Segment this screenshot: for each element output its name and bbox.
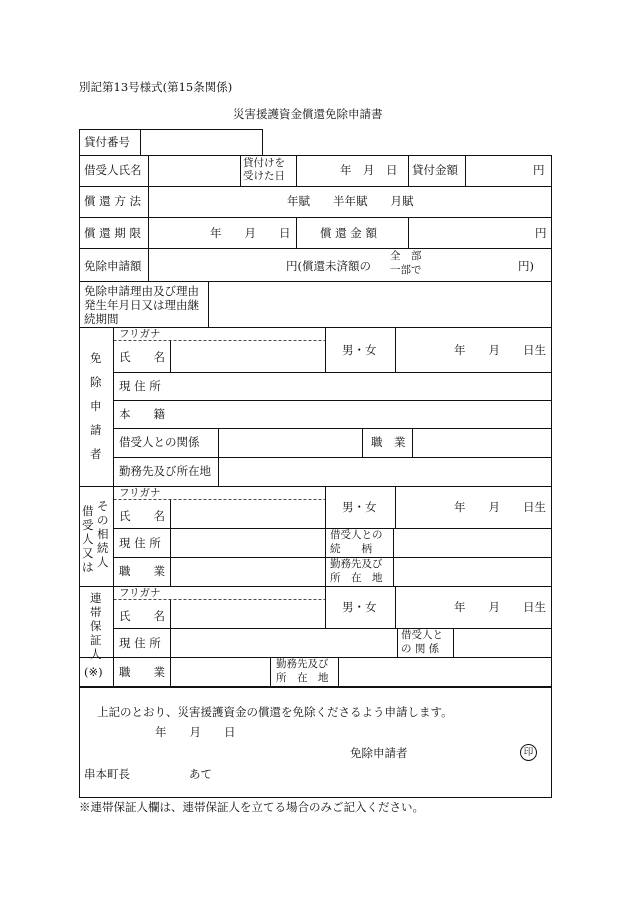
period-label: 償 還 期 限 bbox=[84, 226, 141, 240]
ate-label: あて bbox=[189, 767, 212, 781]
repay-amount-yen: 円 bbox=[535, 226, 547, 240]
guarantor-v-1: 連 bbox=[90, 591, 102, 605]
heir-v2-3: 人 bbox=[82, 532, 94, 546]
method-options: 年賦 半年賦 月賦 bbox=[287, 194, 414, 208]
guarantor-occupation-label: 職 業 bbox=[119, 665, 165, 679]
method-label: 償 還 方 法 bbox=[84, 194, 141, 208]
applicant-domicile-label: 本 籍 bbox=[119, 407, 165, 421]
applicant-name-label: 氏 名 bbox=[119, 350, 165, 364]
form-title: 災害援護資金償還免除申請書 bbox=[233, 107, 383, 121]
applicant-v-1: 免 bbox=[90, 351, 102, 365]
applicant-birth: 年 月 日生 bbox=[454, 343, 546, 357]
applicant-workplace-field[interactable] bbox=[219, 458, 551, 486]
exemption-all: 全 部 bbox=[390, 250, 422, 262]
heir-occupation-label: 職 業 bbox=[119, 564, 165, 578]
heir-work-1: 勤務先及び bbox=[330, 558, 383, 570]
applicant-v-2: 除 bbox=[90, 375, 102, 389]
heir-relation-2: 続 柄 bbox=[330, 543, 372, 555]
reason-label-1: 免除申請理由及び理由 bbox=[84, 284, 199, 298]
applicant-name-field[interactable] bbox=[171, 341, 325, 372]
heir-sex: 男・女 bbox=[342, 500, 377, 514]
borrower-name-label: 借受人氏名 bbox=[84, 163, 142, 177]
heir-name-field[interactable] bbox=[171, 500, 325, 528]
guarantor-v-4: 証 bbox=[90, 633, 102, 647]
applicant-occupation-label: 職 業 bbox=[371, 435, 406, 449]
applicant-furigana-label: フリガナ bbox=[119, 328, 161, 340]
heir-address-label: 現 住 所 bbox=[119, 536, 161, 550]
applicant-workplace-label: 勤務先及び所在地 bbox=[119, 464, 211, 478]
heir-work-2: 所 在 地 bbox=[330, 572, 383, 584]
guarantor-v-5: 人 bbox=[90, 647, 102, 661]
seal-icon: 印 bbox=[520, 744, 537, 761]
statement-text: 上記のとおり、災害援護資金の償還を免除くださるよう申請します。 bbox=[97, 705, 453, 719]
exemption-amount-label: 免除申請額 bbox=[84, 259, 142, 273]
applicant-v-5: 者 bbox=[90, 447, 102, 461]
heir-v2-1: 借 bbox=[82, 504, 94, 518]
guarantor-address-field[interactable] bbox=[171, 629, 397, 657]
reason-label-3: 続期間 bbox=[84, 312, 119, 326]
guarantor-relation-2: の 関 係 bbox=[401, 643, 440, 655]
borrower-name-field[interactable] bbox=[149, 156, 240, 186]
applicant-address-field[interactable] bbox=[171, 373, 551, 400]
heir-v2-4: 又 bbox=[82, 546, 94, 560]
heir-name-label: 氏 名 bbox=[119, 509, 165, 523]
guarantor-address-label: 現 住 所 bbox=[119, 636, 161, 650]
guarantor-v-2: 帯 bbox=[90, 605, 102, 619]
guarantor-name-label: 氏 名 bbox=[119, 609, 165, 623]
guarantor-relation-1: 借受人と bbox=[401, 629, 443, 641]
guarantor-v-3: 保 bbox=[90, 619, 102, 633]
heir-furigana-label: フリガナ bbox=[119, 487, 161, 499]
heir-v-3: 相 bbox=[97, 527, 109, 541]
period-ymd: 年 月 日 bbox=[210, 226, 291, 240]
heir-v-4: 続 bbox=[97, 541, 109, 555]
heir-birth: 年 月 日生 bbox=[454, 500, 546, 514]
applicant-domicile-field[interactable] bbox=[171, 401, 551, 428]
reason-field[interactable] bbox=[209, 282, 551, 327]
applicant-v-4: 請 bbox=[90, 423, 102, 437]
loan-amount-yen: 円 bbox=[533, 163, 545, 177]
heir-v2-5: は bbox=[82, 560, 94, 574]
loan-number-field[interactable] bbox=[141, 130, 262, 155]
guarantor-mark: (※) bbox=[84, 665, 103, 679]
exemption-note: 円(償還未済額の bbox=[286, 259, 371, 273]
statement-applicant: 免除申請者 bbox=[350, 746, 408, 760]
guarantor-furigana-label: フリガナ bbox=[119, 587, 161, 599]
applicant-relation-label: 借受人との関係 bbox=[119, 435, 200, 449]
applicant-address-label: 現 住 所 bbox=[119, 379, 161, 393]
applicant-v-3: 申 bbox=[90, 399, 102, 413]
guarantor-name-field[interactable] bbox=[171, 600, 325, 628]
reason-label-2: 発生年月日又は理由継 bbox=[84, 298, 199, 312]
heir-relation-1: 借受人との bbox=[330, 529, 383, 541]
heir-v-2: の bbox=[97, 513, 109, 527]
heir-v2-2: 受 bbox=[82, 518, 94, 532]
exemption-yen: 円) bbox=[518, 259, 534, 273]
guarantor-birth: 年 月 日生 bbox=[454, 600, 546, 614]
heir-v-1: そ bbox=[97, 499, 109, 513]
footnote: ※連帯保証人欄は、連帯保証人を立てる場合のみご記入ください。 bbox=[79, 800, 424, 814]
exemption-partial: 一部で bbox=[390, 264, 422, 276]
statement-date: 年 月 日 bbox=[155, 725, 236, 739]
loan-date-label-2: 受けた日 bbox=[243, 170, 285, 182]
guarantor-work-2: 所 在 地 bbox=[276, 672, 329, 684]
loan-date-ymd: 年 月 日 bbox=[340, 163, 398, 177]
loan-date-label-1: 貸付けを bbox=[243, 157, 285, 169]
loan-amount-label: 貸付金額 bbox=[412, 163, 458, 177]
guarantor-sex: 男・女 bbox=[342, 600, 377, 614]
guarantor-work-1: 勤務先及び bbox=[276, 658, 329, 670]
heir-v-5: 人 bbox=[97, 555, 109, 569]
repay-amount-label: 償 還 金 額 bbox=[320, 226, 377, 240]
form-code: 別記第13号様式(第15条関係) bbox=[79, 80, 233, 94]
loan-number-label: 貸付番号 bbox=[84, 135, 130, 149]
applicant-sex: 男・女 bbox=[342, 343, 377, 357]
mayor-label: 串本町長 bbox=[84, 767, 130, 781]
